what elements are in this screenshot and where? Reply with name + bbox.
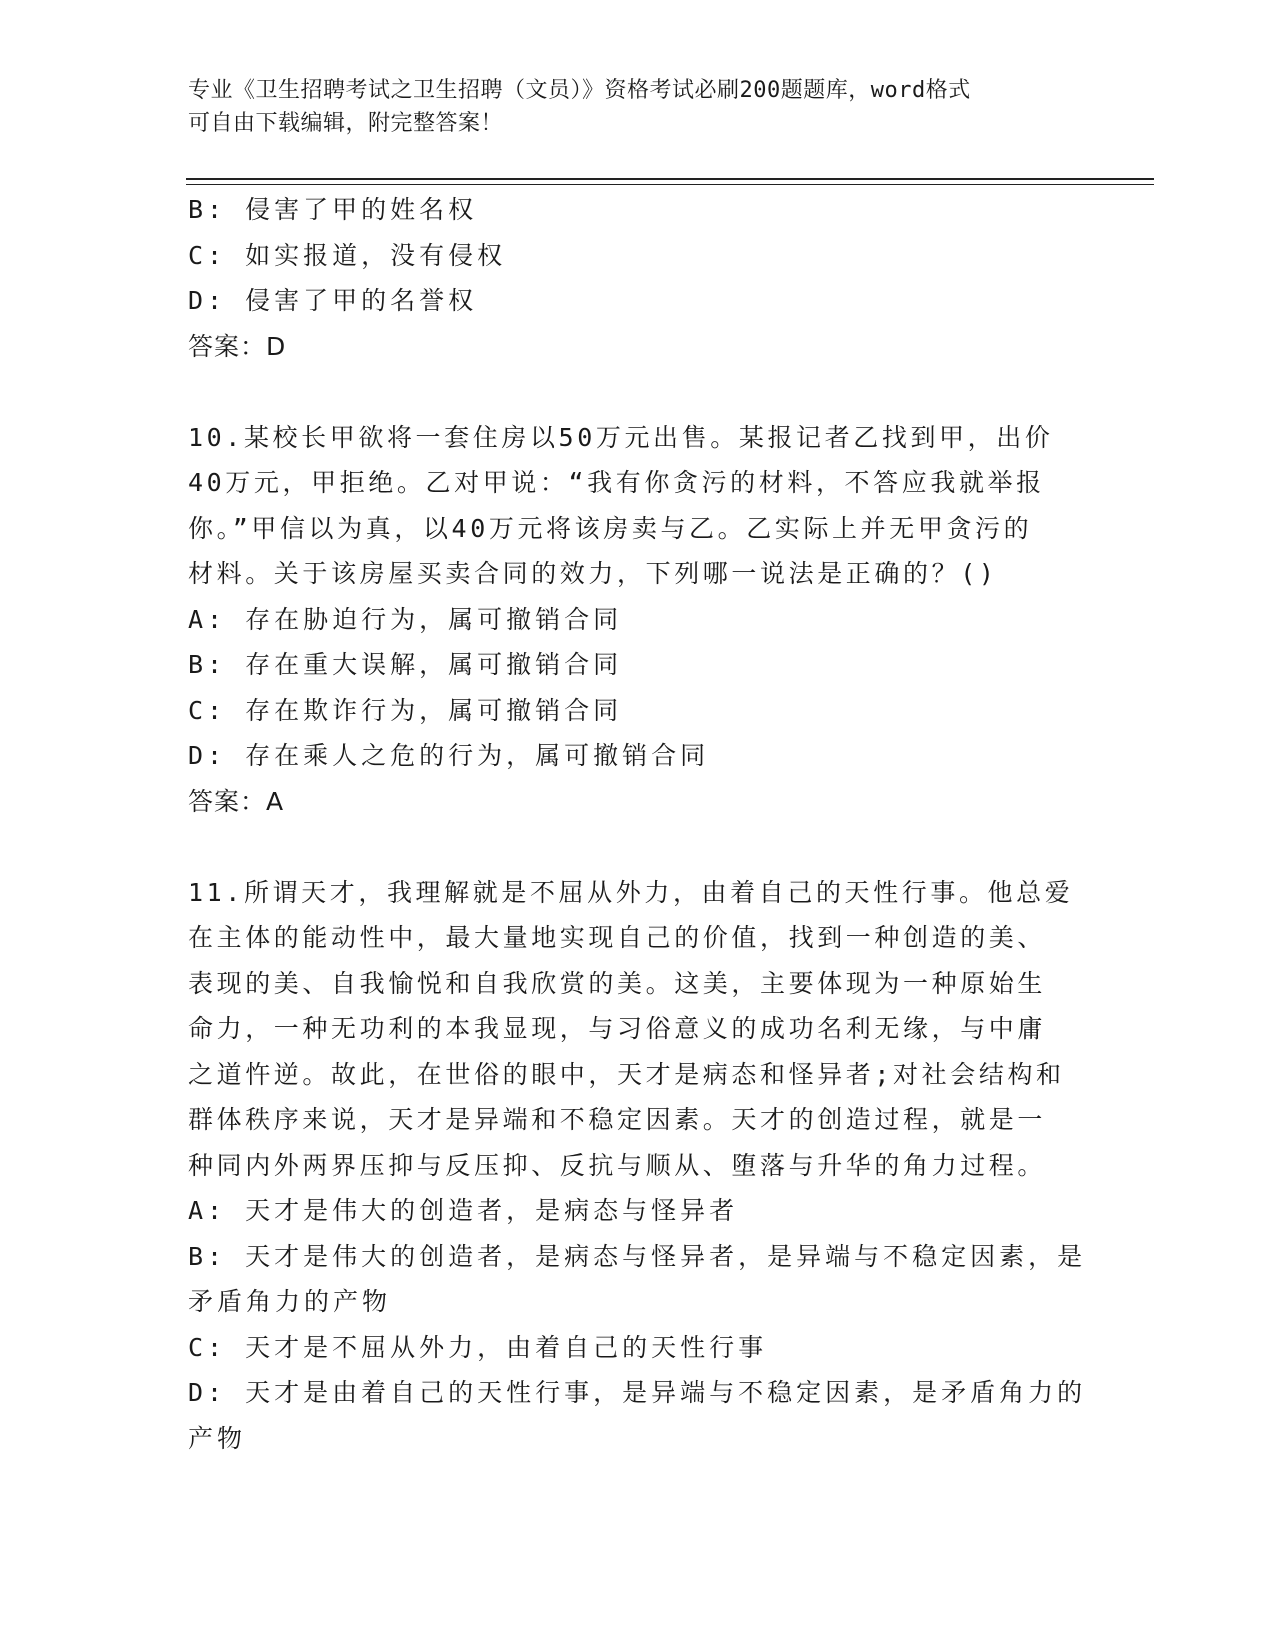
question-text-line: 表现的美、自我愉悦和自我欣赏的美。这美，主要体现为一种原始生 <box>188 968 1047 998</box>
question-10 <box>188 415 1088 825</box>
prev-question <box>188 187 1088 369</box>
spacer <box>188 824 1088 870</box>
header-rule-thin <box>186 184 1154 185</box>
spacer <box>188 369 1088 415</box>
question-text-line: 群体秩序来说，天才是异端和不稳定因素。天才的创造过程，就是一 <box>188 1105 1047 1134</box>
answer-label: 答案：A <box>188 786 285 816</box>
header-rule-thick <box>186 178 1154 180</box>
document-header <box>188 74 1068 140</box>
option-b: B: 存在重大误解，属可撤销合同 <box>188 650 623 679</box>
question-text-line: 之道忤逆。故此，在世俗的眼中，天才是病态和怪异者;对社会结构和 <box>188 1059 1065 1089</box>
question-text-line: 命力，一种无功利的本我显现，与习俗意义的成功名利无缘，与中庸 <box>188 1014 1047 1043</box>
option-a: A: 天才是伟大的创造者，是病态与怪异者 <box>188 1196 739 1225</box>
question-11 <box>188 870 1088 1462</box>
question-text-line: 你。”甲信以为真，以40万元将该房卖与乙。乙实际上并无甲贪污的 <box>188 513 1033 543</box>
question-text-line: 11.所谓天才，我理解就是不屈从外力，由着自己的天性行事。他总爱 <box>188 877 1074 907</box>
question-text-line: 40万元，甲拒绝。乙对甲说：“我有你贪污的材料，不答应我就举报 <box>188 468 1045 497</box>
option-c: C: 存在欺诈行为，属可撤销合同 <box>188 695 623 725</box>
option-d: D: 天才是由着自己的天性行事，是异端与不稳定因素，是矛盾角力的 <box>188 1378 1087 1407</box>
question-text-line: 材料。关于该房屋买卖合同的效力，下列哪一说法是正确的？() <box>188 559 998 588</box>
option-d-continued: 产物 <box>188 1423 247 1453</box>
option-c: C: 如实报道，没有侵权 <box>188 240 507 270</box>
option-b: B: 侵害了甲的姓名权 <box>188 195 478 224</box>
question-text-line: 种同内外两界压抑与反压抑、反抗与顺从、堕落与升华的角力过程。 <box>188 1150 1047 1180</box>
answer-label: 答案：D <box>188 331 287 361</box>
option-a: A: 存在胁迫行为，属可撤销合同 <box>188 604 623 634</box>
option-c: C: 天才是不屈从外力，由着自己的天性行事 <box>188 1332 768 1362</box>
question-text-line: 10.某校长甲欲将一套住房以50万元出售。某报记者乙找到甲，出价 <box>188 422 1054 452</box>
document-body <box>188 187 1088 1461</box>
option-d: D: 侵害了甲的名誉权 <box>188 286 478 315</box>
option-b-continued: 矛盾角力的产物 <box>188 1287 392 1316</box>
question-text-line: 在主体的能动性中，最大量地实现自己的价值，找到一种创造的美、 <box>188 923 1047 952</box>
header-line-2: 可自由下载编辑，附完整答案！ <box>188 111 504 136</box>
option-b: B: 天才是伟大的创造者，是病态与怪异者，是异端与不稳定因素，是 <box>188 1241 1087 1271</box>
option-d: D: 存在乘人之危的行为，属可撤销合同 <box>188 741 710 770</box>
header-line-1: 专业《卫生招聘考试之卫生招聘（文员）》资格考试必刷200题题库，word格式 <box>188 78 971 103</box>
